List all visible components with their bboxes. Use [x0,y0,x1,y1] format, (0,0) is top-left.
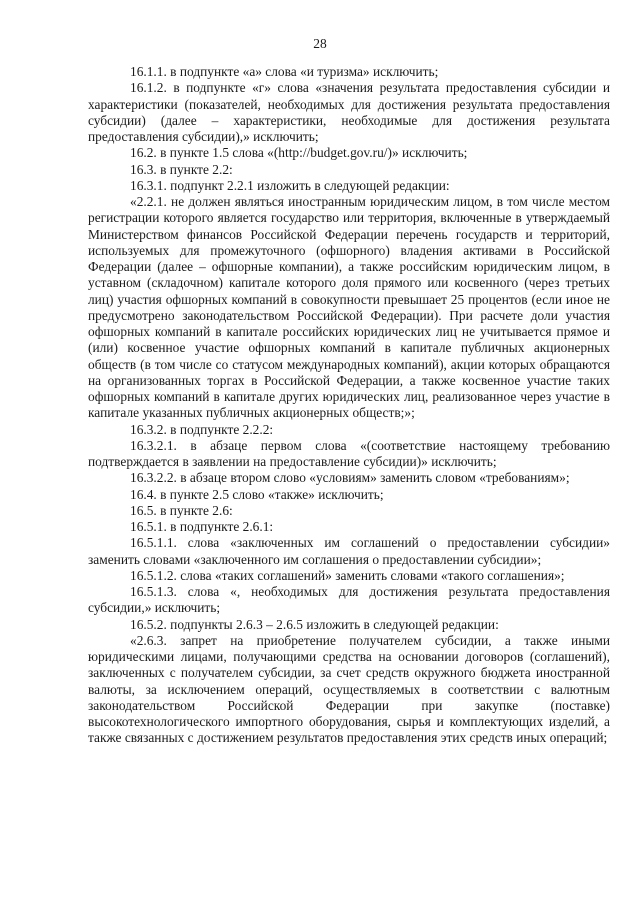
paragraph-16-5: 16.5. в пункте 2.6: [130,502,233,518]
paragraph-16-1-1: 16.1.1. в подпункте «а» слова «и туризма» исключить; [130,64,439,79]
paragraph-16-3-1: 16.3.1. подпункт 2.2.1 изложить в следующей редакции: [130,177,450,193]
paragraph-2-2-1-quote: «2.2.1. не должен являться иностранным юридическим лицом, в том числе местом регистрации которого является государство или территория, включенные в утверждаемый Министерством финансов Российской Федерации перечень государств и территорий, используемых для промежуточного (офшорного) владения активами в Российской Федерации (далее – офшорные компании), а также российским юридическим лицом, в уставном (складочном) капитале которого доля прямого или косвенного (через третьих лиц) участия офшорных компаний в совокупности превышает 25 процентов (если иное не предусмотрено законодательством Российской Федерации). При расчете доли участия офшорных компаний в капитале российских юридических лиц не учитывается прямое и (или) косвенное участие офшорных компаний в капитале публичных акционерных обществ (в том числе со статусом международных компаний), акции которых обращаются на организованных торгах в Российской Федерации, а также косвенное участие таких офшорных компаний в капитале других юридических лиц, реализованное через участие в капитале указанных публичных акционерных обществ;»; [88,194,610,421]
paragraph-16-3-2: 16.3.2. в подпункте 2.2.2: [130,421,274,437]
paragraph-16-5-1-1: 16.5.1.1. слова «заключенных им соглашений о предоставлении субсидии» заменить словами «заключенного им соглашения о предоставлении субсидии»; [88,535,610,567]
paragraph-16-3: 16.3. в пункте 2.2: [130,161,233,177]
document-body [88,64,610,747]
paragraph-16-3-2-2: 16.3.2.2. в абзаце втором слово «условиям» заменить словом «требованиям»; [130,470,570,486]
paragraph-16-5-1-3: 16.5.1.3. слова «, необходимых для достижения результата предоставления субсидии,» исключить; [88,584,610,616]
paragraph-16-5-1-2: 16.5.1.2. слова «таких соглашений» заменить словами «такого соглашения»; [130,567,565,583]
paragraph-16-5-1: 16.5.1. в подпункте 2.6.1: [130,519,274,534]
paragraph-16-3-2-1: 16.3.2.1. в абзаце первом слова «(соответствие настоящему требованию подтверждается в заявлении на предоставление субсидии)» исключить; [88,437,610,469]
paragraph-2-6-3-quote: «2.6.3. запрет на приобретение получателем субсидии, а также иными юридическими лицами, получающими средства на основании договоров (соглашений), заключенных с получателем субсидии, за счет средств окружного бюджета иностранной валюты, за исключением операций, осуществляемых в соответствии с валютным законодательством Российской Федерации при закупке (поставке) высокотехнологического импортного оборудования, сырья и комплектующих изделий, а также связанных с достижением результатов предоставления этих средств иных операций; [88,632,610,746]
paragraph-16-1-2: 16.1.2. в подпункте «г» слова «значения результата предоставления субсидии и характеристики (показателей, необходимых для достижения результата предоставления субсидии) (далее – характеристики, необходимые для достижения результата предоставления субсидии),» исключить; [88,80,610,144]
paragraph-16-4: 16.4. в пункте 2.5 слово «также» исключить; [130,486,384,502]
page-number: 28 [313,36,327,51]
paragraph-16-5-2: 16.5.2. подпункты 2.6.3 – 2.6.5 изложить в следующей редакции: [130,616,499,632]
paragraph-16-2: 16.2. в пункте 1.5 слова «(http://budget.gov.ru/)» исключить; [130,145,468,161]
